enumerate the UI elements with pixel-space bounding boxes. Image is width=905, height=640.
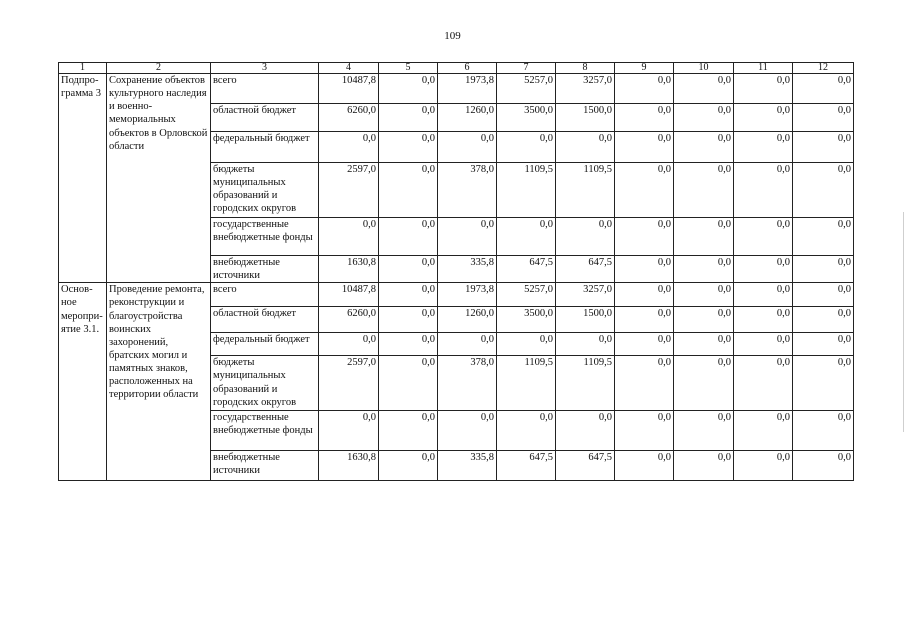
value-cell: 0,0 [734,356,793,411]
column-header: 12 [793,63,854,74]
value-cell: 378,0 [438,163,497,218]
value-cell: 647,5 [556,451,615,481]
value-cell: 6260,0 [319,307,379,333]
value-cell: 335,8 [438,256,497,283]
value-cell: 6260,0 [319,104,379,132]
value-cell: 0,0 [734,283,793,307]
value-cell: 0,0 [497,132,556,163]
value-cell: 3257,0 [556,74,615,104]
value-cell: 5257,0 [497,74,556,104]
value-cell: 0,0 [674,132,734,163]
value-cell: 0,0 [379,104,438,132]
value-cell: 0,0 [556,132,615,163]
value-cell: 0,0 [734,163,793,218]
column-header: 6 [438,63,497,74]
value-cell: 0,0 [319,218,379,256]
column-header: 10 [674,63,734,74]
value-cell: 0,0 [379,283,438,307]
block-code: Основ-ное меропри-ятие 3.1. [59,283,107,481]
value-cell: 0,0 [674,104,734,132]
value-cell: 0,0 [674,256,734,283]
value-cell: 0,0 [615,451,674,481]
value-cell: 0,0 [556,218,615,256]
value-cell: 3500,0 [497,104,556,132]
value-cell: 0,0 [793,218,854,256]
page-number: 109 [444,30,461,42]
value-cell: 0,0 [793,451,854,481]
value-cell: 0,0 [319,132,379,163]
value-cell: 0,0 [734,451,793,481]
value-cell: 0,0 [793,356,854,411]
value-cell: 0,0 [793,74,854,104]
value-cell: 0,0 [615,356,674,411]
value-cell: 3500,0 [497,307,556,333]
value-cell: 0,0 [674,333,734,356]
column-header: 9 [615,63,674,74]
value-cell: 1260,0 [438,104,497,132]
funding-source: федеральный бюджет [211,132,319,163]
value-cell: 0,0 [615,132,674,163]
value-cell: 0,0 [438,218,497,256]
value-cell: 0,0 [793,411,854,451]
value-cell: 0,0 [379,451,438,481]
value-cell: 0,0 [615,256,674,283]
value-cell: 0,0 [497,333,556,356]
value-cell: 0,0 [674,411,734,451]
block-name: Сохранение объектов культурного наследия и военно-мемориальных объектов в Орловской области [107,74,211,283]
value-cell: 378,0 [438,356,497,411]
value-cell: 0,0 [615,74,674,104]
value-cell: 0,0 [615,218,674,256]
value-cell: 2597,0 [319,356,379,411]
value-cell: 0,0 [615,411,674,451]
value-cell: 2597,0 [319,163,379,218]
column-header: 3 [211,63,319,74]
value-cell: 0,0 [379,218,438,256]
value-cell: 0,0 [793,256,854,283]
value-cell: 0,0 [379,333,438,356]
value-cell: 0,0 [497,411,556,451]
value-cell: 0,0 [734,74,793,104]
funding-source: бюджеты муниципальных образований и городских округов [211,163,319,218]
funding-source: всего [211,283,319,307]
value-cell: 0,0 [615,104,674,132]
column-header: 2 [107,63,211,74]
value-cell: 0,0 [379,132,438,163]
value-cell: 0,0 [379,256,438,283]
value-cell: 0,0 [497,218,556,256]
value-cell: 1109,5 [556,163,615,218]
value-cell: 10487,8 [319,74,379,104]
value-cell: 0,0 [615,333,674,356]
value-cell: 0,0 [674,356,734,411]
block-name: Проведение ремонта, реконструкции и благоустройства воинских захоронений, братских могил и памятных знаков, расположенных на территории области [107,283,211,481]
value-cell: 0,0 [734,218,793,256]
value-cell: 0,0 [734,104,793,132]
value-cell: 0,0 [319,411,379,451]
funding-source: внебюджетные источники [211,256,319,283]
value-cell: 647,5 [556,256,615,283]
funding-source: областной бюджет [211,104,319,132]
value-cell: 0,0 [438,411,497,451]
column-header: 4 [319,63,379,74]
value-cell: 0,0 [379,307,438,333]
block-code: Подпро-грамма 3 [59,74,107,283]
value-cell: 0,0 [734,307,793,333]
column-header: 11 [734,63,793,74]
value-cell: 0,0 [793,132,854,163]
funding-source: всего [211,74,319,104]
value-cell: 0,0 [674,307,734,333]
value-cell: 647,5 [497,451,556,481]
value-cell: 0,0 [674,283,734,307]
value-cell: 1973,8 [438,283,497,307]
value-cell: 0,0 [379,163,438,218]
value-cell: 5257,0 [497,283,556,307]
funding-source: государственные внебюджетные фонды [211,411,319,451]
value-cell: 0,0 [556,411,615,451]
column-header: 8 [556,63,615,74]
value-cell: 0,0 [438,132,497,163]
funding-source: внебюджетные источники [211,451,319,481]
column-header: 5 [379,63,438,74]
table-row [59,283,854,307]
value-cell: 0,0 [734,256,793,283]
value-cell: 1109,5 [497,356,556,411]
table-row [59,74,854,104]
value-cell: 10487,8 [319,283,379,307]
value-cell: 0,0 [674,163,734,218]
value-cell: 0,0 [379,356,438,411]
value-cell: 0,0 [615,163,674,218]
column-header: 7 [497,63,556,74]
funding-source: государственные внебюджетные фонды [211,218,319,256]
value-cell: 0,0 [674,218,734,256]
value-cell: 0,0 [379,74,438,104]
value-cell: 335,8 [438,451,497,481]
value-cell: 1500,0 [556,307,615,333]
budget-table [58,62,854,481]
value-cell: 0,0 [674,451,734,481]
value-cell: 1500,0 [556,104,615,132]
value-cell: 0,0 [734,333,793,356]
value-cell: 0,0 [793,283,854,307]
value-cell: 1109,5 [497,163,556,218]
funding-source: областной бюджет [211,307,319,333]
value-cell: 1630,8 [319,256,379,283]
value-cell: 0,0 [793,307,854,333]
value-cell: 0,0 [556,333,615,356]
value-cell: 0,0 [674,74,734,104]
value-cell: 1109,5 [556,356,615,411]
value-cell: 0,0 [379,411,438,451]
value-cell: 1630,8 [319,451,379,481]
funding-source: федеральный бюджет [211,333,319,356]
value-cell: 0,0 [615,307,674,333]
column-header: 1 [59,63,107,74]
value-cell: 0,0 [793,333,854,356]
value-cell: 0,0 [615,283,674,307]
value-cell: 647,5 [497,256,556,283]
value-cell: 0,0 [438,333,497,356]
column-number-row [59,63,854,74]
value-cell: 0,0 [734,411,793,451]
value-cell: 0,0 [319,333,379,356]
value-cell: 0,0 [793,104,854,132]
value-cell: 1973,8 [438,74,497,104]
scan-margin-line [903,212,904,432]
value-cell: 0,0 [734,132,793,163]
funding-source: бюджеты муниципальных образований и городских округов [211,356,319,411]
value-cell: 3257,0 [556,283,615,307]
value-cell: 0,0 [793,163,854,218]
value-cell: 1260,0 [438,307,497,333]
